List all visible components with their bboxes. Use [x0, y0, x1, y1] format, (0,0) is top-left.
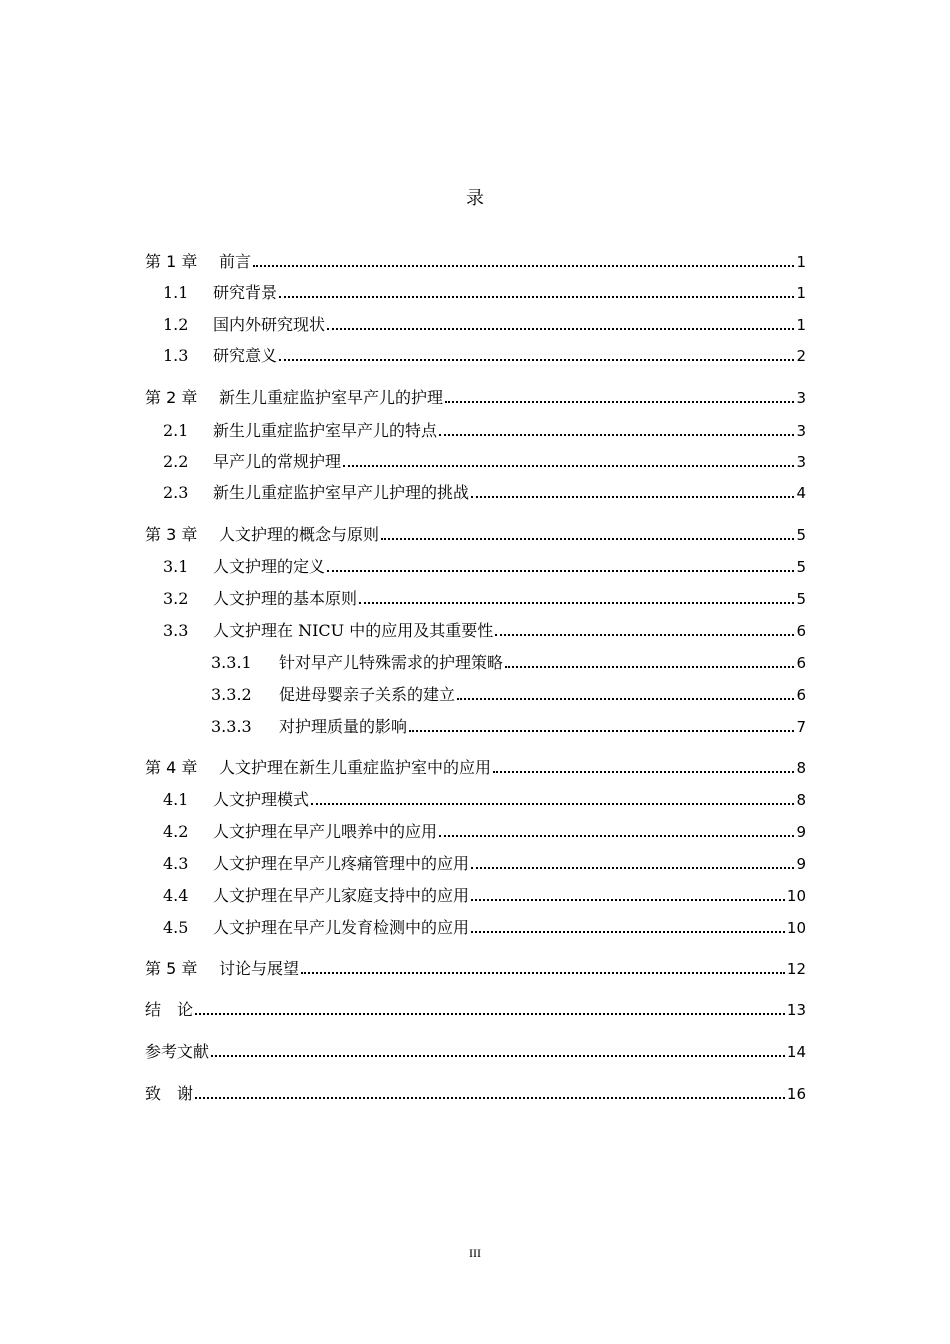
dot-leader	[471, 496, 794, 498]
toc-entry-number: 2.1	[163, 421, 189, 440]
toc-entry-page: 5	[796, 526, 806, 544]
toc-entry-number: 3.3.2	[211, 685, 252, 704]
toc-entry-label: 新生儿重症监护室早产儿的护理	[219, 388, 444, 407]
toc-entry-page: 6	[796, 622, 806, 640]
toc-entry-page: 6	[796, 654, 806, 672]
toc-entry[interactable]	[211, 716, 806, 738]
dot-leader	[359, 602, 794, 604]
toc-entry-page: 9	[796, 855, 806, 873]
toc-entry-number: 4.1	[163, 790, 189, 809]
toc-entry-number: 3.3.1	[211, 653, 252, 672]
toc-entry-label: 人文护理的概念与原则	[219, 525, 380, 544]
toc-entry[interactable]	[145, 524, 806, 546]
toc-entry-label: 早产儿的常规护理	[213, 452, 342, 471]
toc-entry-number: 1.1	[163, 283, 189, 302]
toc-entry-page: 13	[786, 1001, 806, 1019]
dot-leader	[471, 867, 794, 869]
toc-entry-page: 3	[796, 453, 806, 471]
toc-entry[interactable]	[145, 757, 806, 779]
dot-leader	[471, 899, 785, 901]
toc-entry[interactable]	[145, 999, 806, 1021]
toc-entry-label: 人文护理在早产儿疼痛管理中的应用	[213, 854, 470, 873]
toc-entry-label: 人文护理在早产儿喂养中的应用	[213, 822, 438, 841]
toc-entry-label: 研究背景	[213, 283, 278, 302]
toc-entry-label: 人文护理在 NICU 中的应用及其重要性	[213, 621, 494, 640]
toc-entry-page: 8	[796, 791, 806, 809]
toc-entry-page: 2	[796, 347, 806, 365]
toc-entry[interactable]	[145, 1041, 806, 1063]
toc-entry[interactable]	[163, 282, 806, 304]
toc-entry-label: 讨论与展望	[219, 959, 300, 978]
toc-entry-page: 12	[786, 960, 806, 978]
toc-entry[interactable]	[163, 556, 806, 578]
toc-entry-label: 人文护理模式	[213, 790, 310, 809]
dot-leader	[279, 359, 794, 361]
toc-entry-number: 1.2	[163, 315, 189, 334]
toc-entry-page: 3	[796, 422, 806, 440]
dot-leader	[495, 634, 794, 636]
toc-entry-label: 对护理质量的影响	[279, 717, 408, 736]
toc-entry[interactable]	[211, 652, 806, 674]
toc-entry-page: 14	[786, 1043, 806, 1061]
toc-entry-label: 国内外研究现状	[213, 315, 326, 334]
dot-leader	[439, 835, 794, 837]
toc-entry-page: 7	[796, 718, 806, 736]
toc-entry[interactable]	[163, 917, 806, 939]
toc-entry-label: 前言	[219, 252, 252, 271]
toc-entry-number: 第 5 章	[145, 959, 198, 978]
toc-entry-page: 1	[796, 316, 806, 334]
toc-entry[interactable]	[163, 789, 806, 811]
toc-entry-number: 第 2 章	[145, 388, 198, 407]
toc-entry-number: 4.5	[163, 918, 189, 937]
toc-entry-number: 第 1 章	[145, 252, 198, 271]
toc-entry[interactable]	[163, 588, 806, 610]
toc-entry-number: 3.2	[163, 589, 189, 608]
toc-entry[interactable]	[145, 1083, 806, 1105]
toc-title: 录	[466, 188, 484, 209]
toc-entry[interactable]	[163, 482, 806, 504]
toc-entry-label: 新生儿重症监护室早产儿护理的挑战	[213, 483, 470, 502]
toc-entry-number: 3.3.3	[211, 717, 252, 736]
dot-leader	[311, 803, 794, 805]
toc-entry-number: 3.1	[163, 557, 189, 576]
toc-entry-page: 9	[796, 823, 806, 841]
toc-entry-label: 人文护理在早产儿家庭支持中的应用	[213, 886, 470, 905]
dot-leader	[301, 972, 785, 974]
toc-entry-page: 10	[786, 887, 806, 905]
toc-entry-page: 8	[796, 759, 806, 777]
dot-leader	[493, 771, 794, 773]
toc-entry-label: 人文护理的基本原则	[213, 589, 358, 608]
toc-entry[interactable]	[163, 420, 806, 442]
toc-entry-label: 新生儿重症监护室早产儿的特点	[213, 421, 438, 440]
toc-entry-label: 针对早产儿特殊需求的护理策略	[279, 653, 504, 672]
dot-leader	[409, 730, 794, 732]
toc-entry-page: 5	[796, 558, 806, 576]
toc-entry-number: 2.3	[163, 483, 189, 502]
dot-leader	[195, 1097, 785, 1099]
toc-entry[interactable]	[163, 620, 806, 642]
toc-entry-page: 1	[796, 253, 806, 271]
dot-leader	[381, 538, 794, 540]
dot-leader	[327, 328, 794, 330]
toc-entry-page: 10	[786, 919, 806, 937]
toc-entry-page: 1	[796, 284, 806, 302]
dot-leader	[279, 296, 794, 298]
dot-leader	[253, 265, 794, 267]
toc-entry-page: 3	[796, 389, 806, 407]
dot-leader	[445, 401, 794, 403]
toc-entry-label: 致 谢	[145, 1084, 194, 1103]
toc-entry-number: 第 4 章	[145, 758, 198, 777]
toc-entry-number: 4.2	[163, 822, 189, 841]
toc-entry[interactable]	[163, 451, 806, 473]
dot-leader	[327, 570, 794, 572]
toc-entry[interactable]	[211, 684, 806, 706]
toc-entry-page: 5	[796, 590, 806, 608]
dot-leader	[195, 1013, 785, 1015]
dot-leader	[343, 465, 794, 467]
toc-entry-label: 研究意义	[213, 346, 278, 365]
toc-entry-number: 4.4	[163, 886, 189, 905]
toc-entry-number: 3.3	[163, 621, 189, 640]
dot-leader	[457, 698, 794, 700]
toc-entry-label: 参考文献	[145, 1042, 210, 1061]
toc-entry-label: 促进母婴亲子关系的建立	[279, 685, 456, 704]
dot-leader	[439, 434, 794, 436]
toc-entry[interactable]	[163, 853, 806, 875]
toc-entry-number: 第 3 章	[145, 525, 198, 544]
toc-entry[interactable]	[163, 345, 806, 367]
toc-entry[interactable]	[145, 251, 806, 273]
toc-entry-page: 4	[796, 484, 806, 502]
dot-leader	[471, 931, 785, 933]
dot-leader	[211, 1055, 785, 1057]
toc-entry[interactable]	[145, 958, 806, 980]
toc-entry-number: 1.3	[163, 346, 189, 365]
toc-entry-page: 6	[796, 686, 806, 704]
toc-entry-label: 人文护理在早产儿发育检测中的应用	[213, 918, 470, 937]
toc-entry[interactable]	[145, 387, 806, 409]
toc-entry[interactable]	[163, 885, 806, 907]
toc-entry-number: 2.2	[163, 452, 189, 471]
dot-leader	[505, 666, 794, 668]
page-number: III	[469, 1246, 481, 1260]
toc-entry[interactable]	[163, 314, 806, 336]
toc-entry-label: 人文护理在新生儿重症监护室中的应用	[219, 758, 492, 777]
toc-entry[interactable]	[163, 821, 806, 843]
toc-entry-label: 人文护理的定义	[213, 557, 326, 576]
toc-entry-label: 结 论	[145, 1000, 194, 1019]
toc-entry-number: 4.3	[163, 854, 189, 873]
toc-entry-page: 16	[786, 1085, 806, 1103]
